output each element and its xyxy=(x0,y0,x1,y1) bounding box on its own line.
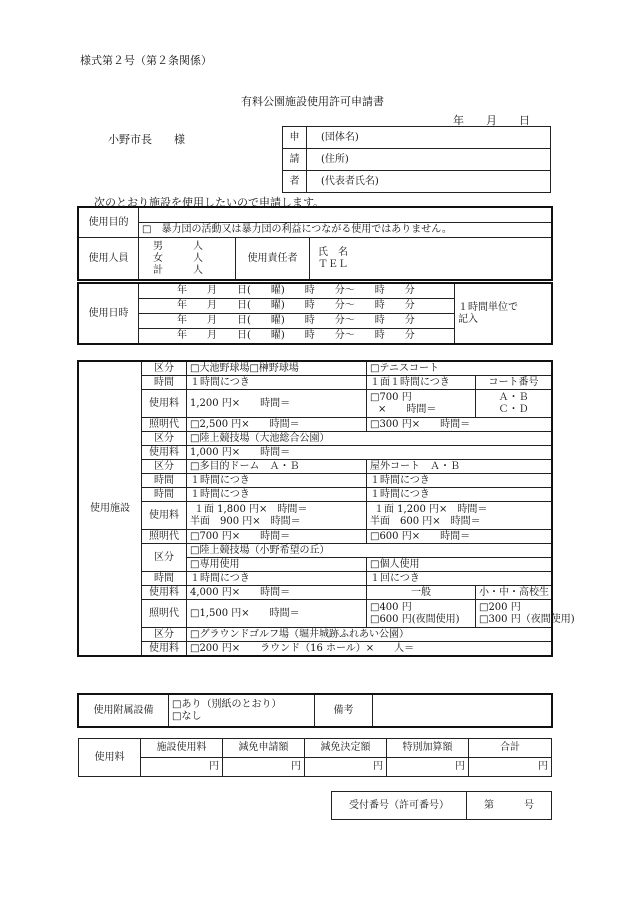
date-table xyxy=(78,283,552,344)
exclusive-use-checkbox[interactable]: □専用使用 xyxy=(187,558,367,572)
tennis-checkbox[interactable]: □テニスコート xyxy=(367,362,552,376)
court-number-label: コート番号 xyxy=(476,376,552,390)
track-oike-checkbox[interactable]: □陸上競技場（大池総合公園） xyxy=(187,432,552,446)
light-student-night[interactable]: □300 円（夜間使用) xyxy=(479,613,575,625)
applicant-org-field[interactable]: (団体名) xyxy=(307,127,551,149)
purpose-label: 使用目的 xyxy=(79,208,139,238)
people-total[interactable]: 計 人 xyxy=(153,264,203,276)
b3-light-a[interactable]: □700 円× 時間＝ xyxy=(187,530,367,544)
fees-table xyxy=(78,738,552,777)
fee-surcharge-value[interactable]: 円 xyxy=(387,758,469,777)
b4-time-b: １回につき xyxy=(367,572,552,586)
students-label: 小・中・高校生 xyxy=(476,586,552,600)
equipment-table xyxy=(78,694,552,727)
equipment-label: 使用附属設備 xyxy=(79,695,169,727)
intro-text: 次のとおり施設を使用したいので申請します。 xyxy=(94,196,325,209)
outdoor-fee-half[interactable]: 半面 600 円× 時間＝ xyxy=(370,515,481,527)
b2-fee-label: 使用料 xyxy=(142,446,187,460)
unit-note: １時間単位で 記入 xyxy=(455,284,552,344)
b5-fee-label: 使用料 xyxy=(142,642,187,656)
b3-light-label: 照明代 xyxy=(142,530,187,544)
outdoor-court[interactable]: 屋外コート Ａ・Ｂ xyxy=(367,460,552,474)
applicant-address-field[interactable]: (住所) xyxy=(307,149,551,171)
b3-kubun: 区分 xyxy=(142,460,187,474)
court-cd[interactable]: Ｃ・Ｄ xyxy=(498,403,529,415)
people-female[interactable]: 女 人 xyxy=(153,252,203,264)
fees-label: 使用料 xyxy=(79,739,141,777)
manager-name[interactable]: 氏 名 xyxy=(318,246,348,258)
receipt-table xyxy=(331,791,552,820)
b4-light[interactable]: □1,500 円× 時間＝ xyxy=(187,600,367,628)
remarks-field[interactable] xyxy=(373,695,552,727)
declaration-checkbox[interactable]: □ 暴力団の活動又は暴力団の利益につながる使用ではありません。 xyxy=(139,223,552,238)
b1-light-a[interactable]: □2,500 円× 時間＝ xyxy=(187,418,367,432)
applicant-table xyxy=(282,126,551,193)
b1-light-label: 照明代 xyxy=(142,418,187,432)
page-title: 有料公園施設使用許可申請書 xyxy=(241,95,384,108)
light-general-night[interactable]: □600 円(夜間使用) xyxy=(370,613,460,625)
b3-light-b[interactable]: □600 円× 時間＝ xyxy=(367,530,552,544)
b2-kubun: 区分 xyxy=(142,432,187,446)
date-line: 年 月 日 xyxy=(453,114,530,127)
fee-header-facility: 施設使用料 xyxy=(141,739,223,758)
applicant-rep-field[interactable]: (代表者氏名) xyxy=(307,171,551,193)
dome-fee-full[interactable]: １面 1,800 円× 時間＝ xyxy=(194,503,308,515)
tennis-fee-hours[interactable]: × 時間＝ xyxy=(378,403,437,415)
dome-checkbox[interactable]: □多目的ドーム Ａ・Ｂ xyxy=(187,460,367,474)
b3-time-a: １時間につき xyxy=(187,474,367,488)
light-general-day[interactable]: □400 円 xyxy=(370,601,412,613)
fee-header-total: 合計 xyxy=(469,739,552,758)
track-kibou-checkbox[interactable]: □陸上競技場（小野希望の丘） xyxy=(187,544,552,558)
purpose-field[interactable] xyxy=(139,208,552,223)
b4-light-label: 照明代 xyxy=(142,600,187,628)
b3-time-label: 時間 xyxy=(142,474,187,488)
court-ab[interactable]: Ａ・Ｂ xyxy=(498,391,529,403)
receipt-number[interactable]: 第 号 xyxy=(467,792,552,820)
b4-time-a: １時間につき xyxy=(187,572,367,586)
date-row[interactable]: 年 月 日( 曜) 時 分～ 時 分 xyxy=(139,314,455,329)
people-male[interactable]: 男 人 xyxy=(153,240,203,252)
fee-header-reduction-decision: 減免決定額 xyxy=(305,739,387,758)
fee-reduction-decision-value[interactable]: 円 xyxy=(305,758,387,777)
manager-label: 使用責任者 xyxy=(236,238,310,280)
equipment-no-checkbox[interactable]: □なし xyxy=(172,710,202,722)
b5-kubun: 区分 xyxy=(142,628,187,642)
date-row[interactable]: 年 月 日( 曜) 時 分～ 時 分 xyxy=(139,329,455,344)
b5-fee[interactable]: □200 円× ラウンド（16 ホール）× 人＝ xyxy=(187,642,552,656)
b3-fee-label: 使用料 xyxy=(142,502,187,530)
light-student-day[interactable]: □200 円 xyxy=(479,601,521,613)
date-row[interactable]: 年 月 日( 曜) 時 分～ 時 分 xyxy=(139,299,455,314)
remarks-label: 備考 xyxy=(315,695,373,727)
applicant-char: 者 xyxy=(283,171,307,193)
b3-time-b: １時間につき xyxy=(367,474,552,488)
facilities-table xyxy=(78,361,575,656)
fee-header-reduction-request: 減免申請額 xyxy=(223,739,305,758)
b3-time-b2: １時間につき xyxy=(367,488,552,502)
date-row[interactable]: 年 月 日( 曜) 時 分～ 時 分 xyxy=(139,284,455,299)
fee-header-surcharge: 特別加算額 xyxy=(387,739,469,758)
b1-time-b: １面１時間につき xyxy=(367,376,476,390)
b4-kubun: 区分 xyxy=(142,544,187,572)
facilities-label: 使用施設 xyxy=(79,362,142,656)
dome-fee-half[interactable]: 半面 900 円× 時間＝ xyxy=(190,515,301,527)
form-number: 様式第２号（第２条関係） xyxy=(80,54,212,67)
date-label: 使用日時 xyxy=(79,284,139,344)
b1-kubun: 区分 xyxy=(142,362,187,376)
b1-fee-a[interactable]: 1,200 円× 時間＝ xyxy=(187,390,367,418)
fee-facility-value[interactable]: 円 xyxy=(141,758,223,777)
groundgolf-checkbox[interactable]: □グラウンドゴルフ場（堀井城跡ふれあい公園） xyxy=(187,628,552,642)
baseball-checkbox[interactable]: □大池野球場□榊野球場 xyxy=(187,362,367,376)
receipt-label: 受付番号（許可番号） xyxy=(332,792,467,820)
b4-fee[interactable]: 4,000 円× 時間＝ xyxy=(187,586,367,600)
outdoor-fee-full[interactable]: １面 1,200 円× 時間＝ xyxy=(374,503,488,515)
manager-tel[interactable]: ＴＥＬ xyxy=(318,258,348,270)
equipment-yes-checkbox[interactable]: □あり（別紙のとおり） xyxy=(172,698,282,710)
applicant-char: 申 xyxy=(283,127,307,149)
b3-time-a2: １時間につき xyxy=(187,488,367,502)
applicant-char: 請 xyxy=(283,149,307,171)
people-label: 使用人員 xyxy=(79,238,139,280)
b3-time-label-2: 時間 xyxy=(142,488,187,502)
b1-time-a: １時間につき xyxy=(187,376,367,390)
b1-fee-label: 使用料 xyxy=(142,390,187,418)
individual-use-checkbox[interactable]: □個人使用 xyxy=(367,558,552,572)
b2-fee[interactable]: 1,000 円× 時間＝ xyxy=(187,446,552,460)
b4-time-label: 時間 xyxy=(142,572,187,586)
b1-time-label: 時間 xyxy=(142,376,187,390)
b1-light-b[interactable]: □300 円× 時間＝ xyxy=(367,418,552,432)
tennis-fee-checkbox[interactable]: □700 円 xyxy=(370,391,412,403)
usage-table xyxy=(78,207,552,280)
fee-total-value[interactable]: 円 xyxy=(469,758,552,777)
general-label: 一般 xyxy=(367,586,476,600)
fee-reduction-request-value[interactable]: 円 xyxy=(223,758,305,777)
b4-fee-label: 使用料 xyxy=(142,586,187,600)
addressee: 小野市長 様 xyxy=(108,133,185,146)
